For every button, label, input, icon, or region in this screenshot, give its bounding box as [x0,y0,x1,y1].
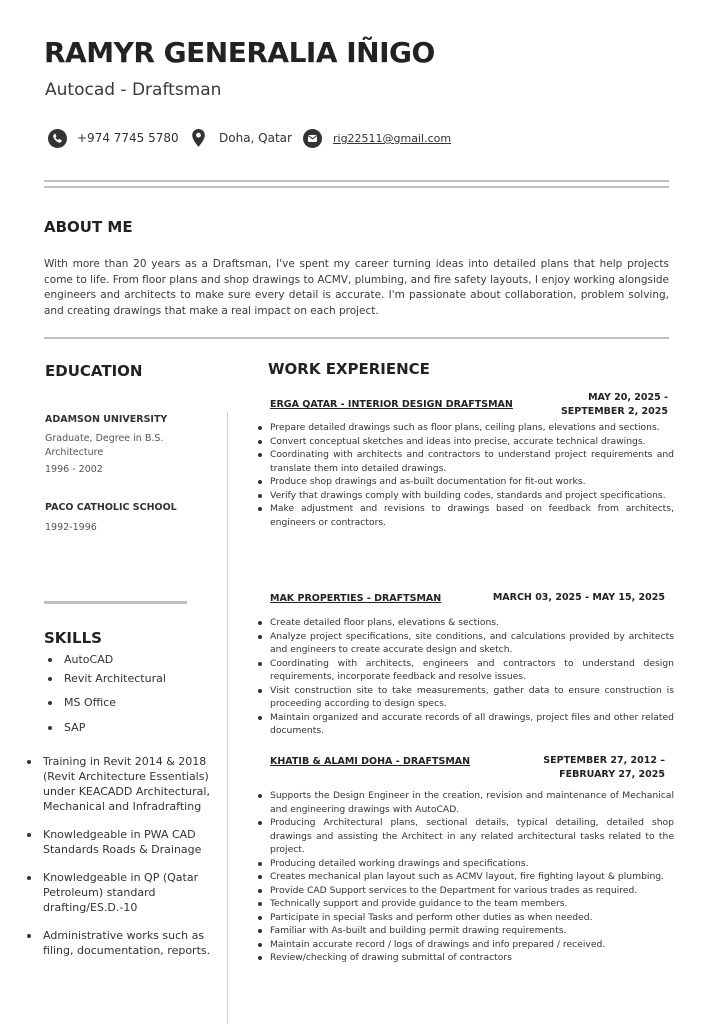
duty-item: Convert conceptual sketches and ideas into precise, accurate technical drawings. [257,435,674,449]
skill-item: AutoCAD [44,653,224,672]
duty-item: Familiar with As-built and building permit drawing requirements. [257,924,674,938]
skills-list [44,653,224,741]
about-heading: ABOUT ME [44,218,133,236]
skill-item: MS Office [44,696,224,721]
candidate-name: RAMYR GENERALIA IÑIGO [44,36,435,69]
job-title: KHATIB & ALAMI DOHA - DRAFTSMAN [270,756,471,767]
job-duties [257,789,674,965]
job-duties [257,421,674,529]
education-heading: EDUCATION [45,362,143,380]
duty-item: Maintain accurate record / logs of drawings and info prepared / received. [257,938,674,952]
job-date-range: MARCH 03, 2025 - MAY 15, 2025 [492,592,665,603]
header-rule-top [44,180,669,182]
duty-item: Visit construction site to take measurements, gather data to ensure construction is proceeding according to design specs. [257,684,674,711]
location-pin-icon [189,128,208,148]
job-dates [520,754,665,782]
work-heading: WORK EXPERIENCE [268,360,430,378]
school-years: 1992-1996 [45,522,97,533]
email-link[interactable]: rig22511@gmail.com [333,132,452,145]
job-title: ERGA QATAR - INTERIOR DESIGN DRAFTSMAN [270,399,513,410]
skills-notes [27,754,217,958]
skills-heading: SKILLS [44,629,102,647]
skill-note: Training in Revit 2014 & 2018 (Revit Architecture Essentials) under KEACADD Architectural, Mechanical and Infradrafting [27,754,217,814]
job-date-start: SEPTEMBER 27, 2012 – [543,755,665,766]
email-icon [303,129,322,148]
job-dates [530,391,668,419]
duty-item: Creates mechanical plan layout such as ACMV layout, fire fighting layout & plumbing. [257,870,674,884]
school-name: ADAMSON UNIVERSITY [45,414,168,425]
duty-item: Producing detailed working drawings and specifications. [257,857,674,871]
skill-item: SAP [44,721,224,741]
school-years: 1996 - 2002 [45,464,103,475]
job-title: MAK PROPERTIES - DRAFTSMAN [270,593,442,604]
header-rule-bottom [44,186,669,188]
education-rule [44,601,187,604]
location-text: Doha, Qatar [219,131,292,145]
duty-item: Review/checking of drawing submittal of contractors [257,951,674,965]
job-dates [470,591,665,605]
column-divider [227,412,228,1024]
job-date-start: MAY 20, 2025 - [588,392,668,403]
duty-item: Producing Architectural plans, sectional details, typical detailing, detailed shop drawings and assisting the Architect in any related architectural tasks related to the project. [257,816,674,857]
duty-item: Verify that drawings comply with building codes, standards and project specifications. [257,489,674,503]
duty-item: Participate in special Tasks and perform other duties as when needed. [257,911,674,925]
duty-item: Create detailed floor plans, elevations & sections. [257,616,674,630]
duty-item: Make adjustment and revisions to drawings based on feedback from architects, engineers or contractors. [257,502,674,529]
duty-item: Provide CAD Support services to the Department for various trades as required. [257,884,674,898]
duty-item: Supports the Design Engineer in the creation, revision and maintenance of Mechanical and engineering drawings with AutoCAD. [257,789,674,816]
skill-note: Knowledgeable in PWA CAD Standards Roads & Drainage [27,827,217,857]
skill-item: Revit Architectural [44,672,224,696]
duty-item: Coordinating with architects and contractors to understand project requirements and translate them into detailed drawings. [257,448,674,475]
phone-number: +974 7745 5780 [77,131,179,145]
candidate-title: Autocad - Draftsman [45,80,222,100]
duty-item: Maintain organized and accurate records of all drawings, project files and other related documents. [257,711,674,738]
duty-item: Analyze project specifications, site conditions, and calculations provided by architects and engineers to create accurate design and sketch. [257,630,674,657]
school-degree: Graduate, Degree in B.S. Architecture [45,433,164,458]
about-rule [44,337,669,339]
job-date-end: SEPTEMBER 2, 2025 [560,406,668,417]
job-date-end: FEBRUARY 27, 2025 [559,769,665,780]
school-name: PACO CATHOLIC SCHOOL [45,502,177,513]
about-paragraph: With more than 20 years as a Draftsman, I've spent my career turning ideas into detailed plans that help projects come to life. From floor plans and shop drawings to ACMV, plumbing, and fire safety layouts, I enjoy working alongside engineers and architects to make sure every detail is accurate. I'm passionate about collaboration, problem solving, and creating drawings that make a real impact on each project. [44,258,669,317]
duty-item: Technically support and provide guidance to the team members. [257,897,674,911]
phone-icon [48,129,67,148]
duty-item: Produce shop drawings and as-built documentation for fit-out works. [257,475,674,489]
skill-note: Administrative works such as filing, documentation, reports. [27,928,217,958]
duty-item: Coordinating with architects, engineers and contractors to understand design requirements, incorporate feedback and resolve issues. [257,657,674,684]
duty-item: Prepare detailed drawings such as floor plans, ceiling plans, elevations and sections. [257,421,674,435]
job-duties [257,616,674,738]
skill-note: Knowledgeable in QP (Qatar Petroleum) standard drafting/ES.D.-10 [27,870,217,915]
